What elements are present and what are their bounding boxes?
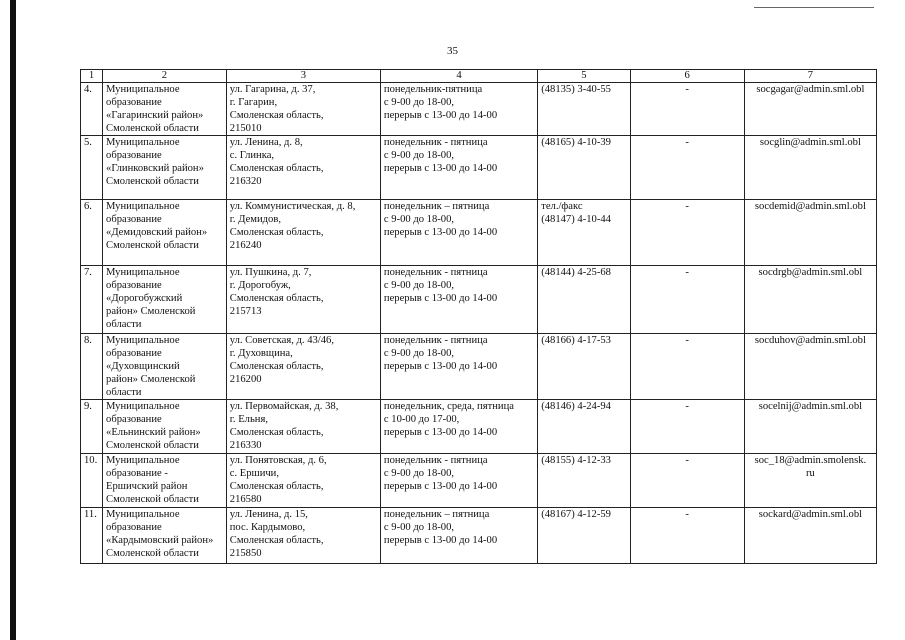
municipality-cell [103, 200, 227, 266]
municipality-cell-line: Смоленской области [106, 176, 199, 187]
municipality-cell-line: район» Смоленской [106, 306, 196, 317]
schedule-cell-line: с 9-00 до 18-00, [383, 522, 455, 533]
table-row [81, 334, 877, 400]
email-cell [744, 200, 876, 266]
schedule-cell [380, 454, 537, 508]
address-cell-line: Смоленская область, [229, 361, 324, 372]
column-header: 2 [103, 70, 227, 83]
phone-cell [538, 200, 630, 266]
municipality-cell-line: образование [106, 97, 162, 108]
phone-cell-line: (48144) 4-25-68 [541, 267, 611, 278]
email-cell [744, 454, 876, 508]
email-cell-line: ru [805, 468, 815, 479]
address-cell-line: ул. Понятовская, д. 6, [229, 455, 327, 466]
address-cell [226, 454, 380, 508]
municipality-cell [103, 400, 227, 454]
email-cell-line: socglin@admin.sml.obl [759, 137, 861, 148]
municipality-cell-line: Ершичский район [106, 481, 188, 492]
schedule-cell-line: понедельник – пятница [383, 201, 490, 212]
schedule-cell-line: перерыв с 13-00 до 14-00 [383, 110, 498, 121]
municipality-cell [103, 334, 227, 400]
address-cell-line: Смоленская область, [229, 427, 324, 438]
phone-cell [538, 266, 630, 334]
fax-cell: - [630, 508, 744, 564]
schedule-cell-line: перерыв с 13-00 до 14-00 [383, 481, 498, 492]
schedule-cell-line: понедельник - пятница [383, 137, 488, 148]
phone-cell [538, 136, 630, 200]
schedule-cell [380, 83, 537, 136]
schedule-cell [380, 400, 537, 454]
schedule-cell-line: понедельник - пятница [383, 267, 488, 278]
address-cell-line: Смоленская область, [229, 110, 324, 121]
address-cell-line: 216580 [229, 494, 262, 505]
municipality-cell-line: Муниципальное [106, 335, 180, 346]
address-cell-line: пос. Кардымово, [229, 522, 306, 533]
schedule-cell-line: понедельник - пятница [383, 455, 488, 466]
address-cell [226, 334, 380, 400]
column-header: 1 [81, 70, 103, 83]
email-cell-line: socdemid@admin.sml.obl [754, 201, 866, 212]
email-cell [744, 83, 876, 136]
schedule-cell [380, 508, 537, 564]
address-cell-line: ул. Пушкина, д. 7, [229, 267, 312, 278]
address-cell-line: ул. Первомайская, д. 38, [229, 401, 339, 412]
header-row [81, 70, 877, 83]
fax-cell: - [630, 136, 744, 200]
schedule-cell-line: с 9-00 до 18-00, [383, 150, 455, 161]
phone-cell-line: (48135) 3-40-55 [541, 84, 611, 95]
fax-cell: - [630, 83, 744, 136]
schedule-cell-line: с 9-00 до 18-00, [383, 280, 455, 291]
address-cell-line: Смоленская область, [229, 293, 324, 304]
column-header: 5 [538, 70, 630, 83]
schedule-cell-line: перерыв с 13-00 до 14-00 [383, 535, 498, 546]
schedule-cell-line: с 9-00 до 18-00, [383, 214, 455, 225]
municipality-cell-line: образование - [106, 468, 168, 479]
schedule-cell-line: понедельник – пятница [383, 509, 490, 520]
address-cell-line: Смоленская область, [229, 227, 324, 238]
municipality-cell-line: образование [106, 150, 162, 161]
schedule-cell [380, 136, 537, 200]
municipality-cell-line: «Гагаринский район» [106, 110, 204, 121]
municipality-cell [103, 266, 227, 334]
municipality-cell-line: Муниципальное [106, 84, 180, 95]
municipality-cell-line: Муниципальное [106, 401, 180, 412]
address-cell-line: Смоленская область, [229, 163, 324, 174]
fax-cell: - [630, 266, 744, 334]
schedule-cell-line: с 9-00 до 18-00, [383, 348, 455, 359]
row-number: 7. [81, 266, 103, 334]
municipality-cell-line: «Ельнинский район» [106, 427, 201, 438]
municipality-cell-line: образование [106, 280, 162, 291]
schedule-cell-line: понедельник-пятница [383, 84, 483, 95]
address-cell-line: 216240 [229, 240, 262, 251]
schedule-cell-line: понедельник - пятница [383, 335, 488, 346]
table-row [81, 266, 877, 334]
municipality-cell-line: «Духовщинский [106, 361, 180, 372]
table-row [81, 83, 877, 136]
email-cell-line: sockard@admin.sml.obl [758, 509, 863, 520]
table-row [81, 400, 877, 454]
municipality-cell-line: Смоленской области [106, 440, 199, 451]
contacts-table [80, 69, 877, 564]
municipality-cell-line: Смоленской области [106, 548, 199, 559]
address-cell-line: ул. Ленина, д. 8, [229, 137, 303, 148]
address-cell [226, 266, 380, 334]
address-cell-line: с. Глинка, [229, 150, 275, 161]
phone-cell-line: (48155) 4-12-33 [541, 455, 611, 466]
municipality-cell-line: образование [106, 214, 162, 225]
phone-cell-line: (48147) 4-10-44 [541, 214, 611, 225]
phone-cell-line: (48166) 4-17-53 [541, 335, 611, 346]
municipality-cell-line: образование [106, 414, 162, 425]
table-row [81, 508, 877, 564]
municipality-cell [103, 454, 227, 508]
address-cell-line: с. Ершичи, [229, 468, 280, 479]
row-number: 10. [81, 454, 103, 508]
page-number: 35 [447, 45, 458, 57]
address-cell-line: г. Дорогобуж, [229, 280, 291, 291]
municipality-cell-line: Муниципальное [106, 137, 180, 148]
row-number: 8. [81, 334, 103, 400]
row-number: 9. [81, 400, 103, 454]
email-cell-line: socduhov@admin.sml.obl [754, 335, 866, 346]
address-cell-line: ул. Гагарина, д. 37, [229, 84, 316, 95]
address-cell-line: г. Ельня, [229, 414, 268, 425]
phone-cell [538, 400, 630, 454]
municipality-cell-line: образование [106, 522, 162, 533]
top-rule [754, 7, 874, 8]
phone-cell-line: (48165) 4-10-39 [541, 137, 611, 148]
phone-cell-line: (48146) 4-24-94 [541, 401, 611, 412]
municipality-cell-line: «Глинковский район» [106, 163, 204, 174]
phone-cell [538, 83, 630, 136]
phone-cell [538, 334, 630, 400]
email-cell [744, 136, 876, 200]
address-cell [226, 136, 380, 200]
address-cell-line: ул. Советская, д. 43/46, [229, 335, 334, 346]
fax-cell: - [630, 200, 744, 266]
row-number: 5. [81, 136, 103, 200]
email-cell-line: socgagar@admin.sml.obl [756, 84, 865, 95]
address-cell-line: г. Гагарин, [229, 97, 278, 108]
schedule-cell-line: с 9-00 до 18-00, [383, 468, 455, 479]
schedule-cell-line: перерыв с 13-00 до 14-00 [383, 227, 498, 238]
municipality-cell-line: Муниципальное [106, 455, 180, 466]
email-cell [744, 266, 876, 334]
schedule-cell-line: перерыв с 13-00 до 14-00 [383, 361, 498, 372]
municipality-cell-line: Муниципальное [106, 201, 180, 212]
address-cell-line: 216200 [229, 374, 262, 385]
municipality-cell-line: Смоленской области [106, 494, 199, 505]
row-number: 11. [81, 508, 103, 564]
municipality-cell [103, 136, 227, 200]
municipality-cell-line: Смоленской области [106, 123, 199, 134]
municipality-cell-line: области [106, 387, 142, 398]
municipality-cell [103, 508, 227, 564]
municipality-cell-line: Муниципальное [106, 509, 180, 520]
email-cell [744, 334, 876, 400]
fax-cell: - [630, 334, 744, 400]
column-header: 6 [630, 70, 744, 83]
row-number: 6. [81, 200, 103, 266]
municipality-cell-line: образование [106, 348, 162, 359]
table-row [81, 136, 877, 200]
email-cell-line: socdrgb@admin.sml.obl [758, 267, 863, 278]
municipality-cell [103, 83, 227, 136]
table-body [81, 70, 877, 564]
address-cell-line: ул. Ленина, д. 15, [229, 509, 308, 520]
address-cell-line: 216320 [229, 176, 262, 187]
binding-edge [10, 0, 16, 640]
phone-cell [538, 454, 630, 508]
address-cell-line: Смоленская область, [229, 535, 324, 546]
fax-cell: - [630, 400, 744, 454]
schedule-cell-line: понедельник, среда, пятница [383, 401, 514, 412]
schedule-cell-line: с 9-00 до 18-00, [383, 97, 455, 108]
column-header: 4 [380, 70, 537, 83]
phone-cell-line: (48167) 4-12-59 [541, 509, 611, 520]
address-cell-line: ул. Коммунистическая, д. 8, [229, 201, 356, 212]
address-cell-line: г. Духовщина, [229, 348, 293, 359]
schedule-cell-line: перерыв с 13-00 до 14-00 [383, 427, 498, 438]
column-header: 7 [744, 70, 876, 83]
email-cell [744, 508, 876, 564]
schedule-cell-line: перерыв с 13-00 до 14-00 [383, 163, 498, 174]
municipality-cell-line: области [106, 319, 142, 330]
schedule-cell [380, 334, 537, 400]
table-row [81, 454, 877, 508]
schedule-cell [380, 266, 537, 334]
municipality-cell-line: Смоленской области [106, 240, 199, 251]
municipality-cell-line: «Демидовский район» [106, 227, 208, 238]
row-number: 4. [81, 83, 103, 136]
municipality-cell-line: район» Смоленской [106, 374, 196, 385]
address-cell-line: 216330 [229, 440, 262, 451]
phone-cell-line: тел./факс [541, 201, 583, 212]
schedule-cell-line: с 10-00 до 17-00, [383, 414, 460, 425]
municipality-cell-line: Муниципальное [106, 267, 180, 278]
address-cell-line: 215010 [229, 123, 262, 134]
email-cell [744, 400, 876, 454]
address-cell-line: Смоленская область, [229, 481, 324, 492]
address-cell-line: г. Демидов, [229, 214, 281, 225]
address-cell [226, 400, 380, 454]
municipality-cell-line: «Кардымовский район» [106, 535, 214, 546]
address-cell-line: 215850 [229, 548, 262, 559]
address-cell [226, 83, 380, 136]
address-cell [226, 200, 380, 266]
municipality-cell-line: «Дорогобужский [106, 293, 183, 304]
fax-cell: - [630, 454, 744, 508]
phone-cell [538, 508, 630, 564]
email-cell-line: socelnij@admin.sml.obl [758, 401, 863, 412]
schedule-cell-line: перерыв с 13-00 до 14-00 [383, 293, 498, 304]
address-cell [226, 508, 380, 564]
address-cell-line: 215713 [229, 306, 262, 317]
column-header: 3 [226, 70, 380, 83]
email-cell-line: soc_18@admin.smolensk. [754, 455, 867, 466]
table-row [81, 200, 877, 266]
schedule-cell [380, 200, 537, 266]
